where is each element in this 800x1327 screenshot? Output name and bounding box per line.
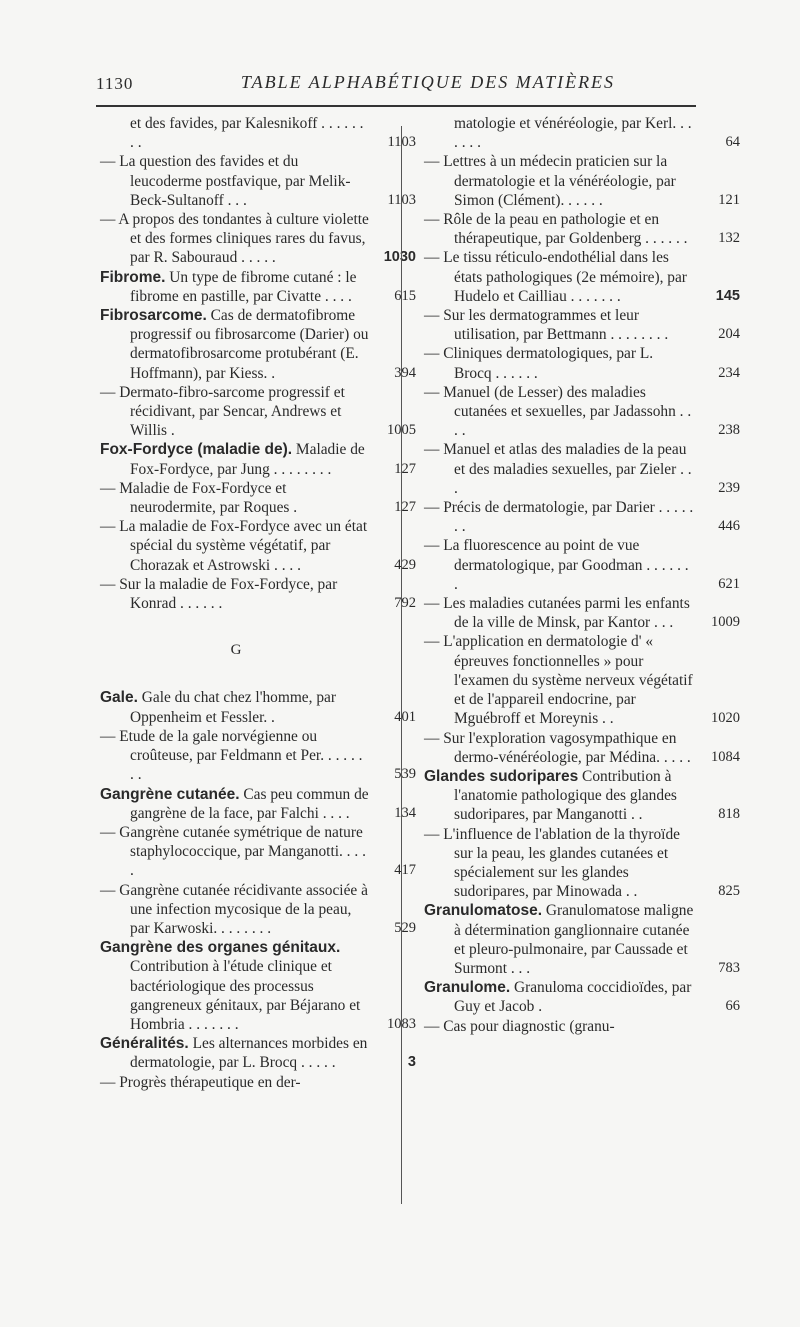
page-reference: 1009 — [711, 614, 740, 631]
entry-text: et des favides, par Kalesnikoff . . . . . . . . — [130, 115, 364, 152]
page-reference: 792 — [394, 595, 416, 612]
entry-term: Fibrosarcome. — [100, 307, 207, 325]
entry-term: Généralités. — [100, 1035, 189, 1053]
entry-term: Gale. — [100, 689, 138, 707]
index-entry — [100, 881, 416, 939]
page-reference: 239 — [718, 479, 740, 496]
entry-term: Fibrome. — [100, 268, 166, 286]
page-reference: 64 — [725, 134, 740, 151]
index-entry — [100, 479, 416, 517]
index-entry — [100, 383, 416, 441]
page-reference: 127 — [394, 499, 416, 516]
entry-term: Fox-Fordyce (maladie de). — [100, 441, 293, 459]
index-entry — [100, 517, 416, 575]
page-reference: 446 — [718, 518, 740, 535]
entry-text: — Etude de la gale norvégienne ou croûteuse, par Feldmann et Per. . . . . . . . — [100, 727, 363, 784]
entry-term: Granulomatose. — [424, 902, 542, 920]
index-entry — [424, 248, 740, 306]
page-reference: 134 — [394, 804, 416, 821]
entry-text: — L'influence de l'ablation de la thyroïde sur la peau, les glandes cutanées et spécialement sur les glandes sudoripares, par Minowada . . — [424, 825, 680, 901]
page-reference: 401 — [394, 708, 416, 725]
index-entry — [100, 575, 416, 613]
page-reference: 394 — [394, 364, 416, 381]
page-reference: 818 — [718, 806, 740, 823]
entry-text: Granuloma coccidioïdes, par Guy et Jacob . — [454, 979, 692, 1016]
entry-text: — Cliniques dermatologiques, par L. Brocq . . . . . . — [424, 345, 654, 382]
entry-text: — Sur la maladie de Fox-Fordyce, par Konrad . . . . . . — [100, 575, 338, 613]
index-heading-entry — [100, 688, 416, 726]
entry-text: — Progrès thérapeutique en der- — [100, 1073, 301, 1091]
page-reference: 132 — [718, 230, 740, 247]
page-reference: 1030 — [383, 249, 416, 266]
index-heading-entry — [100, 1034, 416, 1072]
entry-text: — Manuel et atlas des maladies de la peau et des maladies sexuelles, par Zieler . . . — [424, 441, 692, 497]
index-entry — [424, 498, 740, 536]
index-entry — [424, 114, 740, 152]
page-reference: 3 — [407, 1054, 416, 1071]
entry-text: — Rôle de la peau en pathologie et en thérapeutique, par Goldenberg . . . . . . — [424, 211, 688, 248]
index-heading-entry — [424, 978, 740, 1016]
page-reference: 783 — [718, 959, 740, 976]
index-entry — [424, 383, 740, 441]
index-entry — [424, 729, 740, 767]
page-reference: 615 — [394, 287, 416, 304]
page-reference: 825 — [718, 883, 740, 900]
entry-text: — Maladie de Fox-Fordyce et neurodermite, par Roques . — [100, 479, 298, 517]
page-reference: 127 — [394, 460, 416, 477]
entry-text: — Précis de dermatologie, par Darier . . . . . . . — [424, 499, 694, 536]
page-reference: 238 — [718, 422, 740, 439]
index-heading-entry — [424, 901, 740, 978]
index-entry — [424, 1017, 696, 1036]
left-column — [100, 114, 416, 1092]
entry-text: — Sur l'exploration vagosympathique en dermo-vénéréologie, par Médina. . . . . — [424, 729, 691, 766]
header-rule — [96, 105, 696, 107]
page-reference: 1005 — [387, 422, 416, 439]
index-entry — [424, 536, 740, 594]
entry-text: Cas de dermatofibrome progressif ou fibrosarcome (Darier) ou dermatofibrosarcome protubérant (E. Hoffmann), par Kiess. . — [130, 307, 369, 382]
entry-term: Gangrène cutanée. — [100, 785, 240, 803]
index-entry — [424, 825, 740, 902]
entry-text: — A propos des tondantes à culture violette et des formes cliniques rares du favus, par R. Sabouraud . . . . . — [100, 211, 369, 267]
entry-text: Granulomatose maligne à détermination ganglionnaire cutanée et pleuro-pulmonaire, par Caussade et Surmont . . . — [454, 902, 694, 977]
index-entry — [424, 440, 740, 498]
entry-text: Contribution à l'étude clinique et bactériologique des processus gangreneux génitaux, par Béjarano et Hombria . . . . . . . — [130, 958, 361, 1033]
entry-text: — L'application en dermatologie d' « épreuves fonctionnelles » pour l'examen du système nerveux végétatif et de l'appareil endocrine, par Mguébroff et Moreynis . . — [424, 633, 693, 728]
entry-term: Granulome. — [424, 979, 511, 997]
index-entry — [100, 152, 416, 210]
index-entry — [424, 306, 740, 344]
page-reference: 621 — [718, 575, 740, 592]
section-letter: G — [230, 642, 242, 659]
running-title: TABLE ALPHABÉTIQUE DES MATIÈRES — [240, 72, 616, 92]
entry-text: Cas peu commun de gangrène de la face, par Falchi . . . . — [130, 785, 369, 822]
page-reference: 1103 — [387, 191, 416, 208]
index-heading-entry — [100, 440, 416, 478]
entry-text: — Les maladies cutanées parmi les enfants de la ville de Minsk, par Kantor . . . — [424, 595, 690, 632]
entry-text: — La fluorescence au point de vue dermatologique, par Goodman . . . . . . . — [424, 537, 689, 593]
entry-text: — Gangrène cutanée symétrique de nature staphylococcique, par Manganotti. . . . . — [100, 823, 366, 880]
entry-text: — La question des favides et du leucoderme postfavique, par Melik-Beck-Sultanoff . . . — [100, 153, 351, 209]
index-heading-entry — [100, 268, 416, 306]
entry-text: — Le tissu réticulo-endothélial dans les états pathologiques (2e mémoire), par Hudelo et Cailliau . . . . . . . — [424, 249, 687, 305]
page-reference: 204 — [718, 326, 740, 343]
entry-text: Gale du chat chez l'homme, par Oppenheim et Fessler. . — [130, 689, 336, 726]
index-entry — [424, 594, 740, 632]
index-entry — [424, 210, 740, 248]
page-number: 1130 — [96, 74, 134, 93]
index-entry — [100, 114, 416, 152]
index-heading-entry — [100, 938, 416, 1034]
entry-text: — Sur les dermatogrammes et leur utilisation, par Bettmann . . . . . . . . — [424, 307, 669, 344]
entry-text: — Cas pour diagnostic (granu- — [424, 1017, 615, 1035]
right-column — [424, 114, 740, 1036]
entry-text: — Dermato-fibro-sarcome progressif et récidivant, par Sencar, Andrews et Willis . — [100, 383, 345, 440]
page-reference: 539 — [394, 766, 416, 783]
index-entry — [424, 344, 740, 382]
entry-text: — Lettres à un médecin praticien sur la dermatologie et la vénéréologie, par Simon (Clément). . . . . . — [424, 153, 676, 209]
entry-term: Glandes sudoripares — [424, 767, 579, 785]
entry-text: — Gangrène cutanée récidivante associée à une infection mycosique de la peau, par Karwoski. . . . . . . . — [100, 881, 368, 937]
page-reference: 529 — [394, 919, 416, 936]
page-reference: 121 — [718, 191, 740, 208]
index-heading-entry — [100, 306, 416, 383]
entry-text: Les alternances morbides en dermatologie, par L. Brocq . . . . . — [130, 1035, 368, 1072]
page-reference: 429 — [394, 556, 416, 573]
index-entry — [100, 210, 416, 268]
index-entry — [100, 727, 416, 785]
index-heading-entry — [100, 785, 416, 823]
page-reference: 1103 — [387, 134, 416, 151]
page-reference: 145 — [715, 287, 740, 304]
entry-text: Contribution à l'anatomie pathologique des glandes sudoripares, par Manganotti . . — [454, 767, 677, 824]
entry-term: Gangrène des organes génitaux. — [100, 939, 341, 957]
entry-text: — Manuel (de Lesser) des maladies cutanées et sexuelles, par Jadassohn . . . . — [424, 383, 692, 440]
page-reference: 66 — [725, 998, 740, 1015]
page-reference: 1084 — [711, 748, 740, 765]
entry-text: Maladie de Fox-Fordyce, par Jung . . . . . . . . — [130, 441, 365, 478]
entry-text: — La maladie de Fox-Fordyce avec un état spécial du système végétatif, par Chorazak et Astrowski . . . . — [100, 518, 368, 574]
page-reference: 1020 — [711, 710, 740, 727]
entry-text: matologie et vénéréologie, par Kerl. . . . . . . — [454, 115, 692, 152]
column-divider — [401, 126, 402, 1204]
page-reference: 1083 — [387, 1015, 416, 1032]
index-heading-entry — [424, 767, 740, 825]
page-reference: 234 — [718, 364, 740, 381]
page-reference: 417 — [394, 862, 416, 879]
index-entry — [424, 152, 740, 210]
index-entry — [100, 1073, 372, 1092]
index-entry — [424, 632, 740, 728]
index-entry — [100, 823, 416, 881]
entry-text: Un type de fibrome cutané : le fibrome en pastille, par Civatte . . . . — [130, 268, 357, 305]
